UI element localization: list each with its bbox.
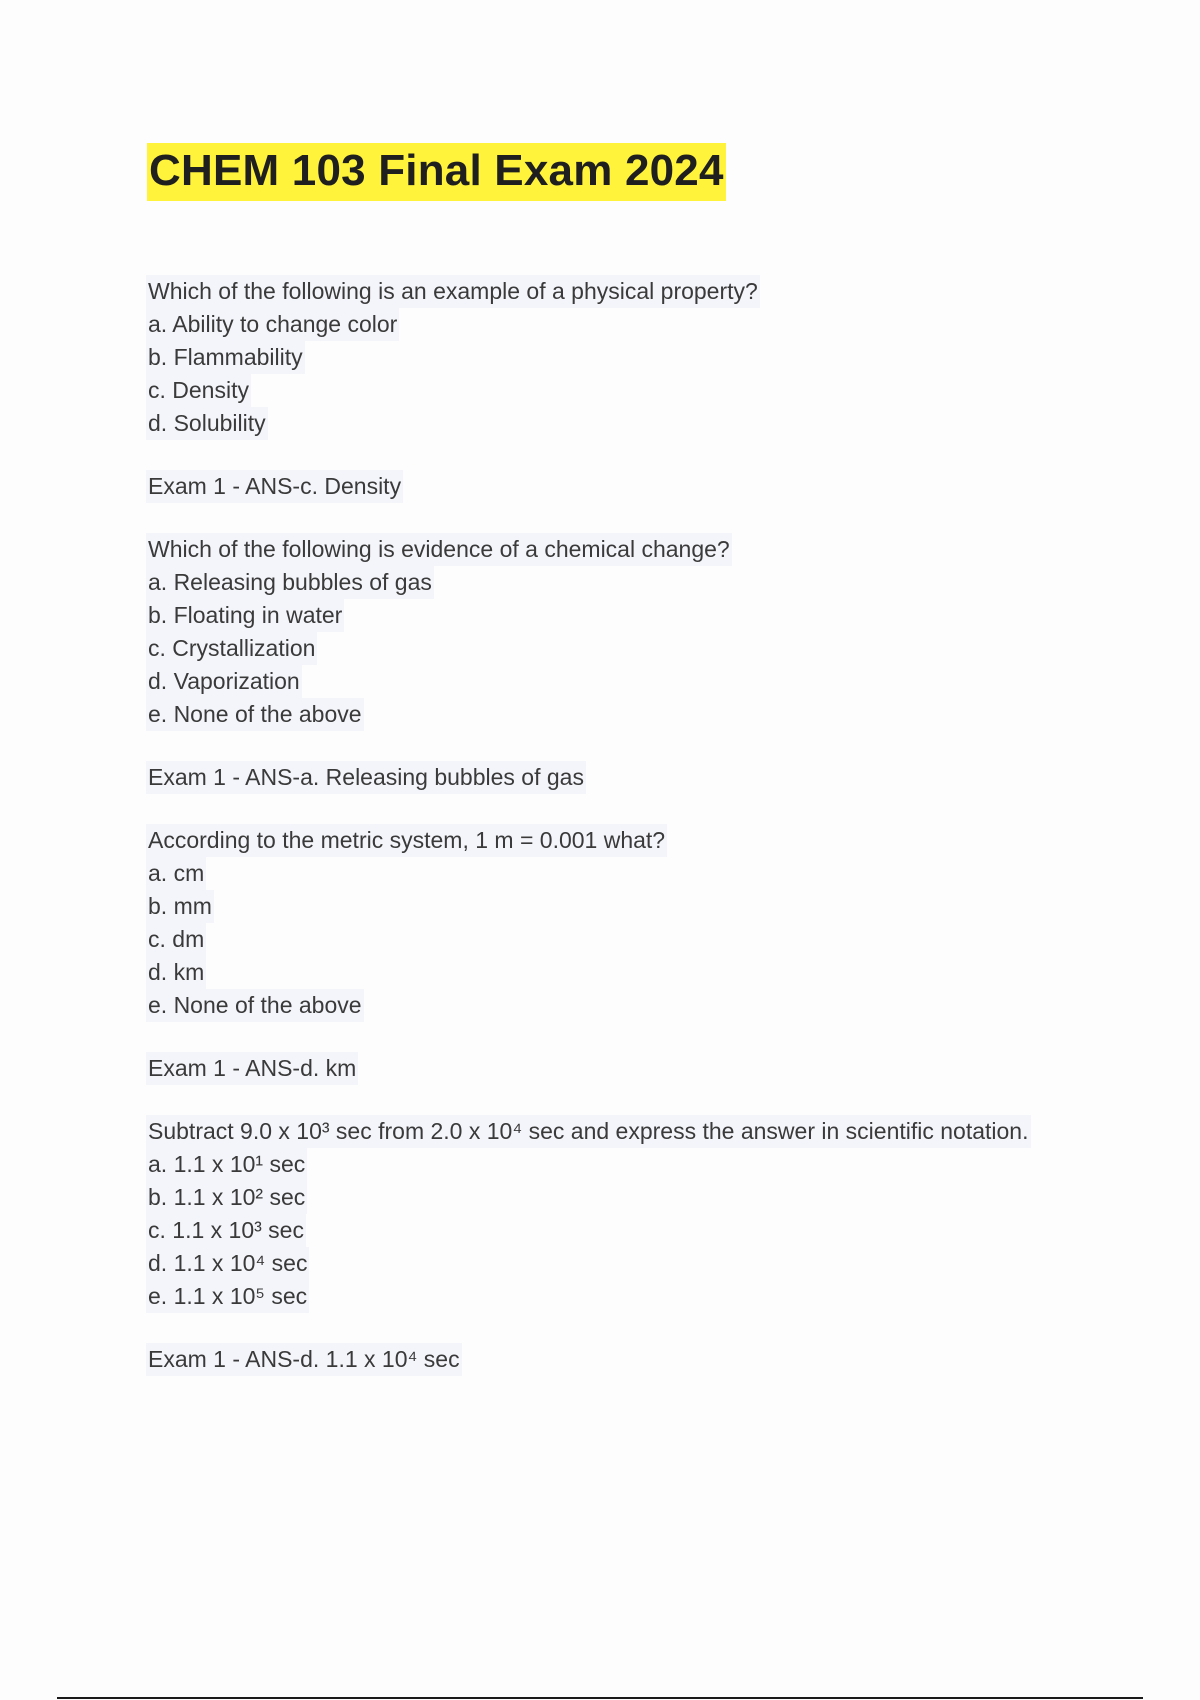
question-block-2 [146,533,1146,794]
answer-option: b. 1.1 x 10² sec [146,1181,307,1214]
question-block-4 [146,1115,1146,1376]
answer-option: d. Vaporization [146,665,302,698]
answer-option: a. Releasing bubbles of gas [146,566,434,599]
answer-option: b. mm [146,890,214,923]
answer-option: c. Crystallization [146,632,317,665]
answer-option: d. Solubility [146,407,268,440]
answer-option: e. None of the above [146,698,364,731]
answer-key: Exam 1 - ANS-d. km [146,1052,358,1085]
question-block-1 [146,275,1146,503]
answer-key: Exam 1 - ANS-a. Releasing bubbles of gas [146,761,586,794]
question-text: Subtract 9.0 x 10³ sec from 2.0 x 10⁴ sec and express the answer in scientific notation. [146,1115,1031,1148]
answer-key: Exam 1 - ANS-c. Density [146,470,403,503]
question-block-3 [146,824,1146,1085]
question-text: According to the metric system, 1 m = 0.001 what? [146,824,667,857]
answer-option: c. Density [146,374,251,407]
answer-option: c. 1.1 x 10³ sec [146,1214,306,1247]
answer-option: a. Ability to change color [146,308,399,341]
question-text: Which of the following is an example of a physical property? [146,275,760,308]
page-title: CHEM 103 Final Exam 2024 [147,143,726,201]
page-bottom-rule [57,1697,1143,1699]
answer-key: Exam 1 - ANS-d. 1.1 x 10⁴ sec [146,1343,462,1376]
answer-option: d. km [146,956,206,989]
answer-option: e. None of the above [146,989,364,1022]
exam-content [146,275,1146,1406]
answer-option: b. Floating in water [146,599,344,632]
answer-option: a. cm [146,857,206,890]
answer-option: e. 1.1 x 10⁵ sec [146,1280,309,1313]
answer-option: a. 1.1 x 10¹ sec [146,1148,307,1181]
answer-option: d. 1.1 x 10⁴ sec [146,1247,309,1280]
question-text: Which of the following is evidence of a chemical change? [146,533,732,566]
answer-option: b. Flammability [146,341,305,374]
answer-option: c. dm [146,923,206,956]
